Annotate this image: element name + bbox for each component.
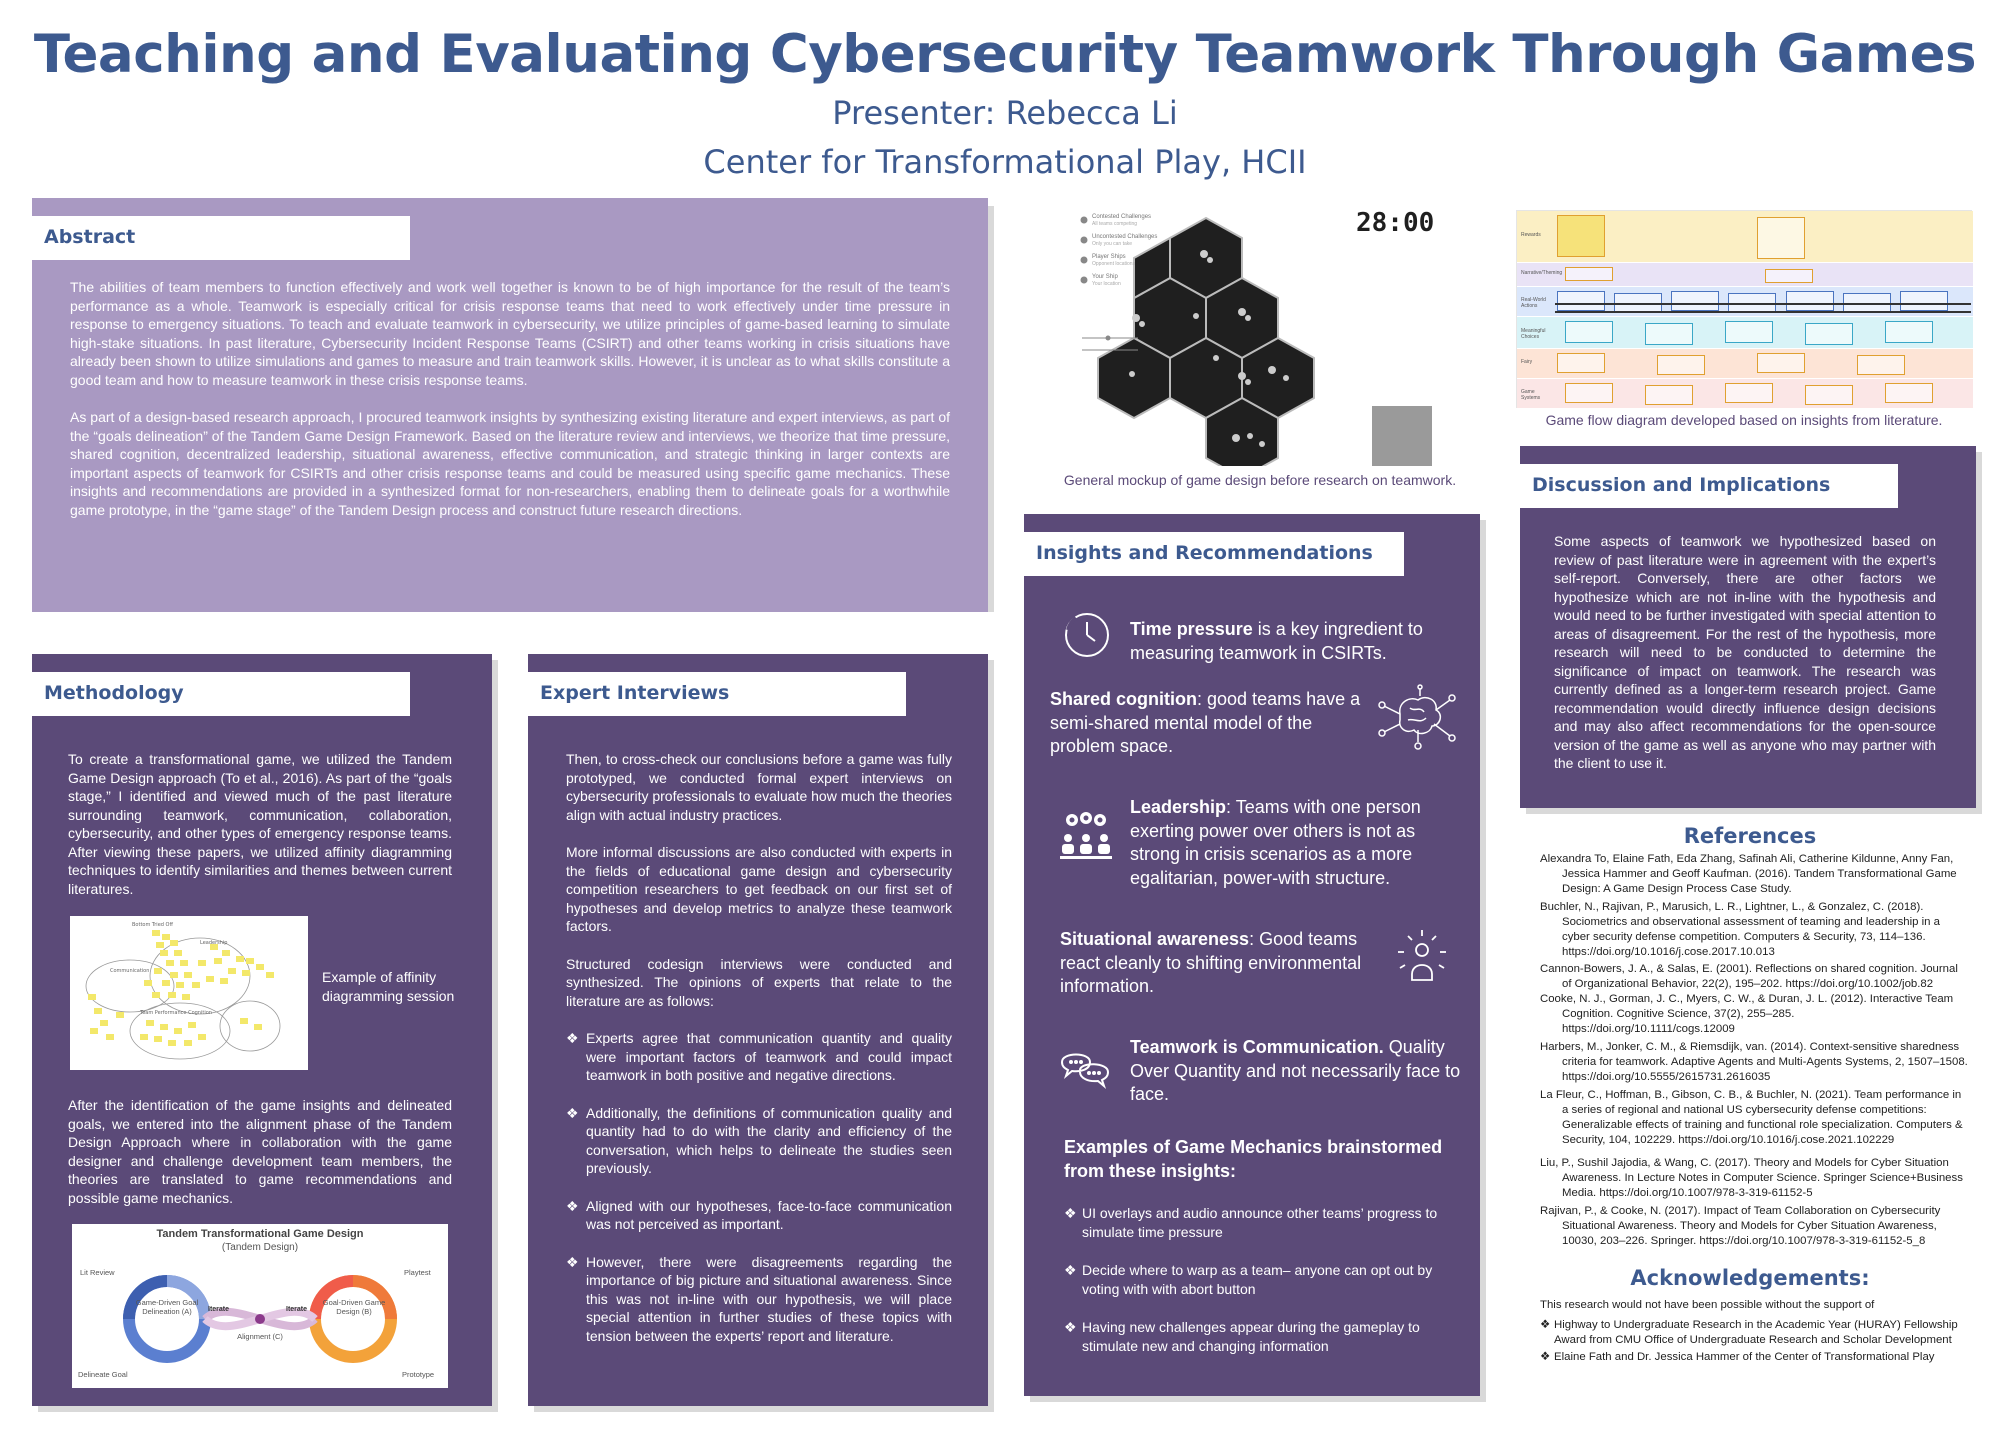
reference-item: La Fleur, C., Hoffman, B., Gibson, C. B., & Buchler, N. (2021). Team performance in a series of regional and national US cybersecurity defense competitions: Generalizable effects of training and functional role specialization. Computers & Security, 104, 102229. https://doi.org/10.1016/j.cose.2021.102229 [1540, 1089, 1963, 1146]
diamond-bullet-icon: ❖ [566, 1197, 579, 1214]
svg-text:Bottom Tried Off: Bottom Tried Off [132, 922, 173, 928]
interviews-bullet: ❖ However, there were disagreements regarding the importance of big picture and situational awareness. Since this was not in-line with our hypothesis, we will place special attention in further studies of these topics with tension between the experts’ report and literature. [566, 1253, 952, 1344]
reference-item: Buchler, N., Rajivan, P., Marusich, L. R., Lightner, L., & Gonzalez, C. (2018). Sociometrics and observational assessment of teaming and leadership in a cyber security defense competition. Computers & Security, 73, 114–136. https://doi.org/10.1016/j.cose.2017.10.013 [1540, 901, 1940, 958]
interviews-panel [528, 654, 988, 1406]
flow-timeline [1555, 303, 1971, 313]
flow-row-label: Real-World Actions [1521, 297, 1546, 309]
abstract-body [70, 278, 950, 538]
acknowledgements-intro: This research would not have been possible without the support of [1540, 1299, 1875, 1311]
diamond-bullet-icon: ❖ [1540, 1351, 1551, 1363]
svg-text:Communication: Communication [110, 968, 150, 974]
tandem-subtitle: (Tandem Design) [221, 1242, 299, 1253]
insight-shared-cognition: Shared cognition: good teams have a semi-shared mental model of the problem space. [1050, 689, 1361, 756]
mechanic-item: ❖ UI overlays and audio announce other teams’ progress to simulate time pressure [1064, 1205, 1438, 1240]
mockup-legend-3: Your Ship [1092, 274, 1118, 280]
flow-row [1517, 263, 1973, 287]
reference-item: Cooke, N. J., Gorman, J. C., Myers, C. W., & Duran, J. L. (2012). Interactive Team Cognition. Cognitive Science, 37(2), 255–285. https://doi.org/10.1111/cogs.12009 [1540, 993, 1954, 1035]
diamond-bullet-icon: ❖ [566, 1104, 579, 1121]
affinity-diagram-illustration [70, 916, 308, 1070]
awareness-person-icon [1394, 928, 1450, 988]
abstract-panel [32, 198, 988, 612]
game-timer: 28:00 [1356, 208, 1435, 238]
mockup-legend-sub-0: All teams competing [1092, 221, 1138, 227]
flow-node [1805, 323, 1853, 345]
flow-node [1857, 355, 1905, 375]
mockup-legend-2: Player Ships [1092, 254, 1126, 260]
insight-leadership: Leadership: Teams with one person exerting power over others is not as strong in crisis scenarios as a more egalitarian, power-with structure. [1130, 797, 1421, 888]
methodology-panel [32, 654, 492, 1406]
mockup-caption: General mockup of game design before research on teamwork. [1063, 472, 1457, 488]
mockup-legend-sub-3: Your location [1092, 281, 1121, 287]
affinity-caption: Example of affinity diagramming session [322, 969, 455, 1004]
mockup-legend-sub-1: Only you can take [1092, 241, 1133, 247]
tandem-iterate-left: Iterate [208, 1306, 230, 1313]
tandem-right-label: Goal-Driven Game Design (B) [322, 1298, 386, 1316]
interviews-paragraph: Structured codesign interviews were conducted and synthesized. The opinions of experts that relate to the literature are as follows: [566, 955, 952, 1009]
gears-team-icon [1058, 810, 1114, 862]
abstract-paragraph: The abilities of team members to function effectively and work well together is known to be of high importance for the result of the team’s performance as a whole. Teamwork is especially critical for crisis response teams that need to work effectively under time pressure in response to emergency situations. To teach and evaluate teamwork in cybersecurity, we utilize principles of game-based learning to simulate high-stake situations. In past literature, Cybersecurity Incident Response Teams (CSIRT) and other teams working in crisis situations have already been shown to utilize simulations and games to measure and train teamwork skills. However, it is unclear as to what skills constitute a good team and how to measure teamwork in these crisis response teams. [70, 279, 950, 388]
reference-item: Harbers, M., Jonker, C. M., & Riemsdijk, van. (2014). Context-sensitive sharedness criteria for teamwork. Adaptive Agents and Multi-Agents Systems, 2, 1507–1508. https://doi.org/10.5555/2615731.2616035 [1540, 1041, 1968, 1083]
brain-network-icon [1376, 684, 1456, 756]
clock-icon [1062, 610, 1112, 660]
affiliation-line: Center for Transformational Play, HCII [703, 143, 1307, 181]
acknowledgements-heading: Acknowledgements: [1630, 1266, 1870, 1290]
mechanics-list [1064, 1204, 1454, 1375]
flow-node [1757, 217, 1805, 259]
flow-row-label: Rewards [1521, 232, 1541, 238]
methodology-p2: After the identification of the game insights and delineated goals, we entered into the alignment phase of the Tandem Design Approach where in collaboration with the game designer and challenge development team members, the theories are translated to game recommendations and possible game mechanics. [68, 1097, 452, 1206]
flow-row-label: Narrative/Theming [1521, 270, 1563, 276]
tandem-title: Tandem Transformational Game Design [156, 1228, 364, 1240]
presenter-line: Presenter: Rebecca Li [832, 94, 1178, 132]
insights-heading: Insights and Recommendations [1024, 532, 1404, 576]
flow-node [1765, 269, 1813, 283]
abstract-paragraph: As part of a design-based research approach, I procured teamwork insights by synthesizing existing literature and expert interviews, as part of the “goals delineation” of the Tandem Game Design Framework. Based on the literature review and interviews, we theorize that time pressure, shared cognition, decentralized leadership, situational awareness, effective communication, and strategic thinking in larger contexts are important aspects of teamwork for CSIRTs and other crisis response teams and could be measured using specific game mechanics. These insights and recommendations are provided in a synthesized format for non-researchers, enabling them to delineate goals for a worthwhile game prototype, in the “game stage” of the Tandem Design process and construct future research directions. [70, 409, 950, 518]
insights-panel [1024, 514, 1480, 1396]
diamond-bullet-icon: ❖ [1064, 1262, 1077, 1278]
insight-situational-awareness: Situational awareness: Good teams react cleanly to shifting environmental information. [1060, 929, 1362, 996]
diamond-bullet-icon: ❖ [1064, 1319, 1077, 1335]
flow-row-label: Meaningful Choices [1521, 328, 1546, 340]
tandem-infinity-graphic [72, 1224, 448, 1388]
mechanic-item: ❖ Having new challenges appear during the gameplay to stimulate new and changing information [1064, 1319, 1420, 1354]
discussion-heading: Discussion and Implications [1520, 464, 1898, 508]
reference-item: Cannon-Bowers, J. A., & Salas, E. (2001). Reflections on shared cognition. Journal of Organizational Behavior, 22(2), 195–202. https://doi.org/10.1002/job.82 [1540, 963, 1958, 990]
diamond-bullet-icon: ❖ [566, 1253, 579, 1270]
reference-item: Alexandra To, Elaine Fath, Eda Zhang, Safinah Ali, Catherine Kildunne, Anny Fan, Jessica Hammer and Geoff Kaufman. (2016). Tandem Transformational Game Design: A Game Design Process Case Study. [1540, 853, 1957, 895]
game-flow-diagram [1516, 210, 1972, 408]
discussion-body: Some aspects of teamwork we hypothesized based on review of past literature were in agreement with the expert’s self-report. Conversely, there are other factors we hypothesize which are not in-line with the hypothesis and would need to be further investigated with special attention to areas of disagreement. For the rest of the hypothesis, more research will need to be conducted to determine the significance of impact on teamwork. The research was currently defined as a longer-term research project. Game recommendation would directly influence design decisions and may also affect recommendations for the open-source version of the game as well as anyone who may partner with the client to use it. [1554, 533, 1936, 771]
chat-bubbles-icon [1058, 1044, 1112, 1090]
flow-row [1517, 317, 1973, 349]
interviews-bullet: ❖ Additionally, the definitions of communication quality and quantity had to do with the clarity and efficiency of the conversation, which helps to delineate the studies seen previously. [566, 1104, 952, 1176]
tandem-lit-review: Lit Review [80, 1268, 115, 1277]
methodology-p1: To create a transformational game, we utilized the Tandem Game Design approach (To et al., 2016). As part of the “goals stage,” I identified and viewed much of the past literature surrounding teamwork, communication, collaboration, cybersecurity, and other types of emergency response teams. After viewing these papers, we utilized affinity diagramming techniques to identify similarities and themes between current literatures. [68, 751, 452, 897]
interviews-bullet: ❖ Experts agree that communication quantity and quality were important factors of teamwork and could impact teamwork in both positive and negative directions. [566, 1030, 952, 1083]
interviews-bullet: ❖ Aligned with our hypotheses, face-to-face communication was not perceived as important. [566, 1197, 952, 1232]
tandem-center-label: Alignment (C) [237, 1332, 283, 1341]
mechanics-heading: Examples of Game Mechanics brainstormed from these insights: [1064, 1137, 1443, 1181]
flow-node [1885, 321, 1933, 343]
poster-title: Teaching and Evaluating Cybersecurity Teamwork Through Games [33, 24, 1977, 85]
mockup-legend-0: Contested Challenges [1092, 214, 1152, 220]
flow-node [1565, 267, 1613, 281]
references-heading: References [1683, 824, 1817, 848]
flow-row [1517, 349, 1973, 379]
flow-node [1565, 383, 1613, 403]
abstract-heading: Abstract [32, 216, 410, 260]
flow-node [1557, 353, 1605, 373]
mockup-legend-1: Uncontested Challenges [1092, 234, 1158, 240]
mechanic-item: ❖ Decide where to warp as a team– anyone can opt out by voting with with abort button [1064, 1262, 1433, 1297]
discussion-panel [1520, 446, 1976, 808]
acknowledgement-item: ❖ Elaine Fath and Dr. Jessica Hammer of the Center of Transformational Play [1540, 1351, 1935, 1363]
insight-communication: Teamwork is Communication. Quality Over Quantity and not necessarily face to face. [1130, 1037, 1461, 1104]
insight-time-pressure: Time pressure is a key ingredient to measuring teamwork in CSIRTs. [1130, 619, 1423, 663]
tandem-iterate-right: Iterate [286, 1306, 308, 1313]
game-mockup-image [1076, 208, 1462, 466]
tandem-left-label: Game-Driven Goal Delineation (A) [135, 1298, 199, 1316]
reference-item: Rajivan, P., & Cooke, N. (2017). Impact of Team Collaboration on Cybersecurity Situational Awareness. Theory and Models for Cyber Situation Awareness, 10030, 203–226. Springer. https://doi.org/10.1007/978-3-319-61152-5_8 [1540, 1205, 1941, 1247]
game-mockup-illustration [1076, 208, 1462, 466]
tandem-design-diagram [72, 1224, 448, 1388]
svg-text:Team Performance Cognition: Team Performance Cognition [140, 1010, 212, 1016]
flow-node [1757, 353, 1805, 373]
interviews-body [566, 750, 952, 1364]
svg-text:Leadership: Leadership [200, 940, 228, 946]
tandem-prototype: Prototype [402, 1370, 435, 1379]
flow-node [1645, 323, 1693, 345]
methodology-heading: Methodology [32, 672, 410, 716]
mockup-legend-sub-2: Opponent locations [1092, 261, 1136, 267]
flow-node [1645, 385, 1693, 405]
tandem-playtest: Playtest [404, 1268, 431, 1277]
interviews-paragraph: Then, to cross-check our conclusions before a game was fully prototyped, we conducted formal expert interviews on cybersecurity professionals to evaluate how much the theories align with actual industry practices. [566, 751, 952, 823]
flow-node [1557, 215, 1605, 257]
affinity-diagram-image [70, 916, 308, 1070]
flow-row-label: Fairy [1521, 359, 1533, 365]
diamond-bullet-icon: ❖ [1540, 1319, 1551, 1331]
interviews-bullet-list [566, 1029, 952, 1345]
diamond-bullet-icon: ❖ [1064, 1205, 1077, 1221]
flow-node [1805, 385, 1853, 405]
flow-node [1565, 321, 1613, 343]
flow-row [1517, 379, 1973, 409]
flow-node [1725, 321, 1773, 343]
flow-node [1885, 383, 1933, 403]
flow-row-label: Game Systems [1521, 389, 1541, 401]
flow-node [1657, 355, 1705, 375]
reference-item: Liu, P., Sushil Jajodia, & Wang, C. (2017). Theory and Models for Cyber Situation Awareness. In Lecture Notes in Computer Science. Springer Science+Business Media. https://doi.org/10.1007/978-3-319-61152-5 [1540, 1157, 1963, 1199]
flow-caption: Game flow diagram developed based on insights from literature. [1545, 412, 1943, 428]
diamond-bullet-icon: ❖ [566, 1030, 579, 1046]
flow-row [1517, 211, 1973, 263]
interviews-paragraph: More informal discussions are also conducted with experts in the fields of educational game design and cybersecurity competition researchers to get feedback on our first set of hypotheses and develop metrics to analyze these teamwork factors. [566, 844, 952, 934]
acknowledgement-item: ❖ Highway to Undergraduate Research in the Academic Year (HURAY) Fellowship Award from CMU Office of Undergraduate Research and Scholar Development [1540, 1319, 1958, 1346]
tandem-delineate-goal: Delineate Goal [78, 1370, 128, 1379]
flow-node [1725, 383, 1773, 403]
interviews-heading: Expert Interviews [528, 672, 906, 716]
